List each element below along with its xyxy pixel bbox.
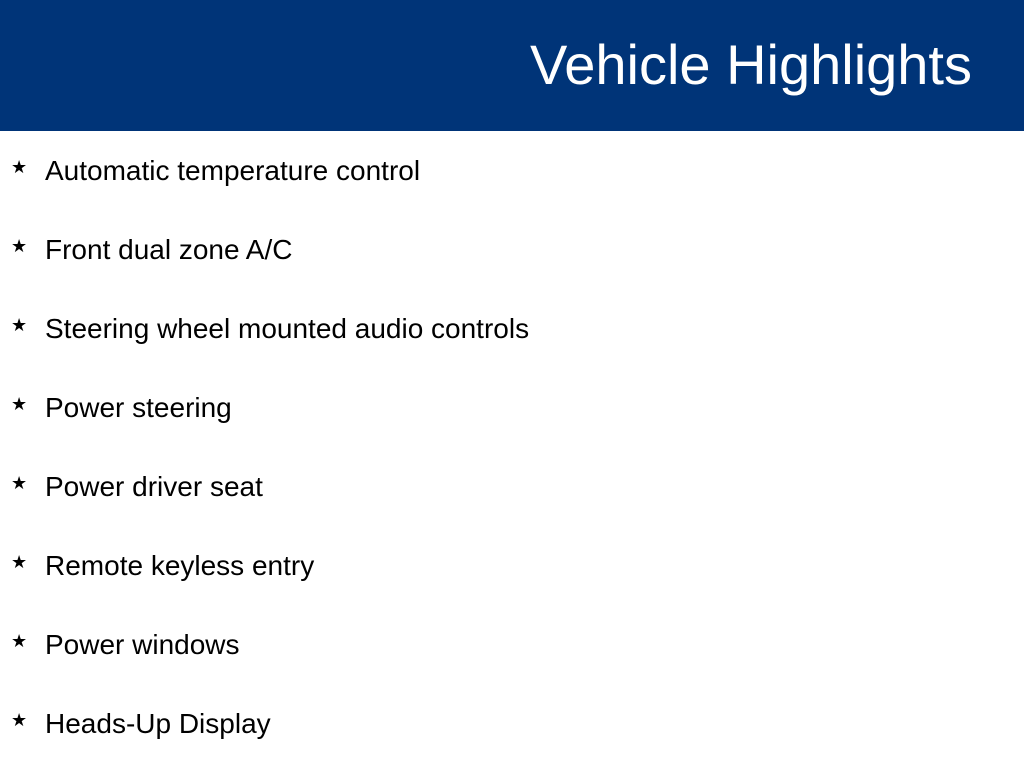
star-icon: ★ [11,473,28,494]
star-icon: ★ [11,315,28,336]
list-item-label: Front dual zone A/C [45,234,293,265]
list-item [0,703,1024,768]
star-icon: ★ [11,631,28,652]
list-item [0,308,1024,387]
list-item-label: Automatic temperature control [45,155,421,186]
star-icon: ★ [11,394,28,415]
list-item [0,150,1024,229]
highlights-list [0,150,1024,768]
list-item [0,545,1024,624]
list-item-label: Remote keyless entry [45,550,315,581]
list-item [0,466,1024,545]
list-item [0,624,1024,703]
title-bar [0,0,1024,131]
star-icon: ★ [11,236,28,257]
star-icon: ★ [11,552,28,573]
list-item [0,387,1024,466]
star-icon: ★ [11,710,28,731]
list-item [0,229,1024,308]
list-item-label: Heads-Up Display [45,708,271,739]
list-item-label: Power steering [45,392,232,423]
list-item-label: Steering wheel mounted audio controls [45,313,530,344]
page-title: Vehicle Highlights [529,33,972,96]
star-icon: ★ [11,157,28,178]
list-item-label: Power windows [45,629,240,660]
list-item-label: Power driver seat [45,471,263,502]
